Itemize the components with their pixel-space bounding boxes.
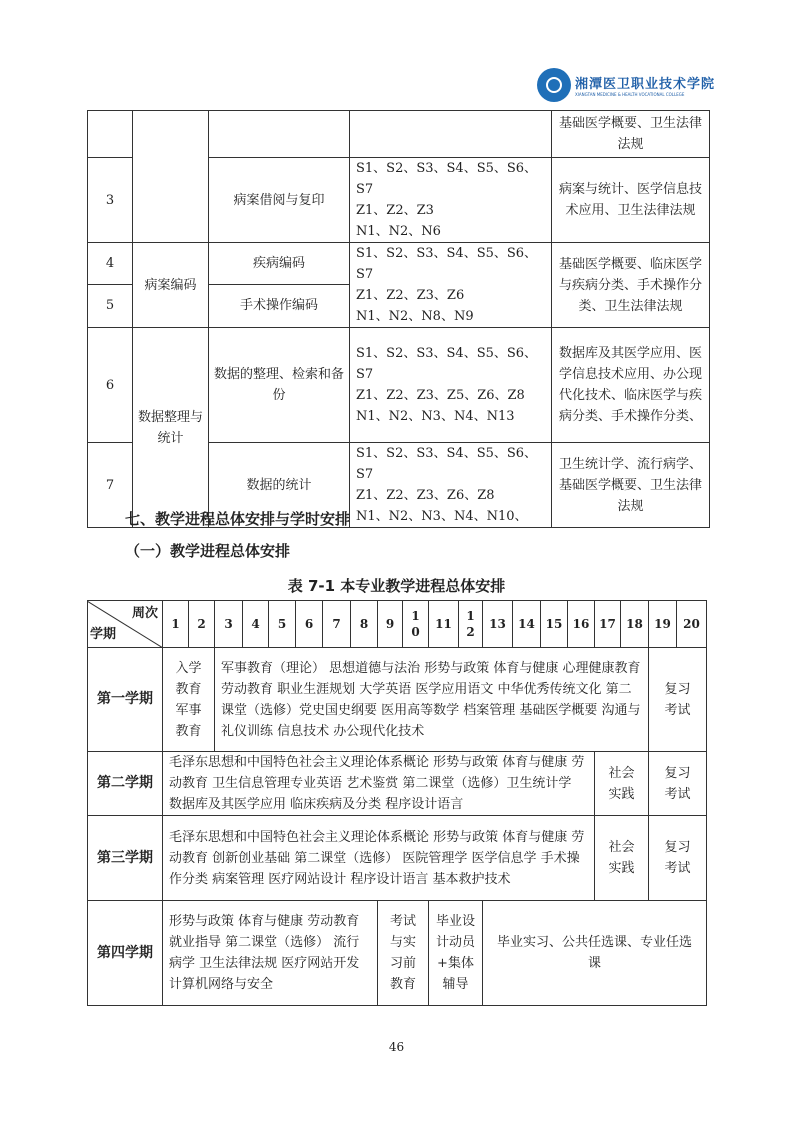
- college-seal-icon: [537, 68, 571, 102]
- table-caption: 表 7-1 本专业教学进程总体安排: [287, 577, 506, 595]
- logo-cn: 湘潭医卫职业技术学院: [575, 77, 716, 92]
- semester-row: 第四学期 形势与政策 体育与健康 劳动教育 就业指导 第二课堂（选修） 流行病学 卫生法律法规 医疗网站开发 计算机网络与安全 考试与实习前教育 毕业设计动员+集体辅导 毕业实习、公共任选课、专业任选课: [88, 901, 707, 1006]
- schedule-table: [87, 600, 707, 1006]
- header-row: 周次 学期 1 2 3 4 5 6 7 8 9 10 11 12 13 14 15 16 17 18 19 20: [88, 601, 707, 648]
- table-row: 4 病案编码 疾病编码 S1、S2、S3、S4、S5、S6、S7 Z1、Z2、Z3、Z6 N1、N2、N8、N9 基础医学概要、临床医学与疾病分类、手术操作分类、卫生法律法规: [88, 243, 710, 285]
- semester-row: 第二学期 毛泽东思想和中国特色社会主义理论体系概论 形势与政策 体育与健康 劳动教育 卫生信息管理专业英语 艺术鉴赏 第二课堂（选修）卫生统计学 数据库及其医学应用 临床疾病及分类 程序设计语言 社会实践 复习考试: [88, 752, 707, 816]
- college-logo: [537, 68, 715, 102]
- table-row: 3 病案借阅与复印 S1、S2、S3、S4、S5、S6、S7 Z1、Z2、Z3 N1、N2、N6 病案与统计、医学信息技术应用、卫生法律法规: [88, 158, 710, 243]
- table-row: 5 手术操作编码: [88, 284, 710, 327]
- section-title: 七、教学进程总体安排与学时安排: [125, 510, 351, 528]
- table-row: 7 数据的统计 S1、S2、S3、S4、S5、S6、S7 Z1、Z2、Z3、Z6、Z8 N1、N2、N3、N4、N10、 卫生统计学、流行病学、基础医学概要、卫生法律法规: [88, 443, 710, 528]
- corner-cell: 周次 学期: [88, 601, 163, 648]
- logo-en: XIANGTAN MEDICINE & HEALTH VOCATIONAL COLLEGE: [575, 92, 685, 97]
- competency-table: [87, 110, 710, 528]
- semester-row: 第一学期 入学教育军事教育 军事教育（理论） 思想道德与法治 形势与政策 体育与健康 心理健康教育 劳动教育 职业生涯规划 大学英语 医学应用语文 中华优秀传统文化 第二课堂（选修）党史国史纲要 医用高等数学 档案管理 基础医学概要 沟通与礼仪训练 信息技术 办公现代化技术 复习考试: [88, 648, 707, 752]
- semester-row: 第三学期 毛泽东思想和中国特色社会主义理论体系概论 形势与政策 体育与健康 劳动教育 创新创业基础 第二课堂（选修） 医院管理学 医学信息学 手术操作分类 病案管理 医疗网站设计 程序设计语言 基本救护技术 社会实践 复习考试: [88, 816, 707, 901]
- courses-cell: 基础医学概要、卫生法律法规: [552, 111, 710, 158]
- page-number: 46: [388, 1040, 405, 1054]
- table-row: [88, 111, 710, 158]
- section-subtitle: （一）教学进程总体安排: [125, 542, 291, 560]
- table-row: 6 数据整理与统计 数据的整理、检索和备份 S1、S2、S3、S4、S5、S6、S7 Z1、Z2、Z3、Z5、Z6、Z8 N1、N2、N3、N4、N13 数据库及其医学应用、医学信息技术应用、办公现代化技术、临床医学与疾病分类、手术操作分类、: [88, 328, 710, 443]
